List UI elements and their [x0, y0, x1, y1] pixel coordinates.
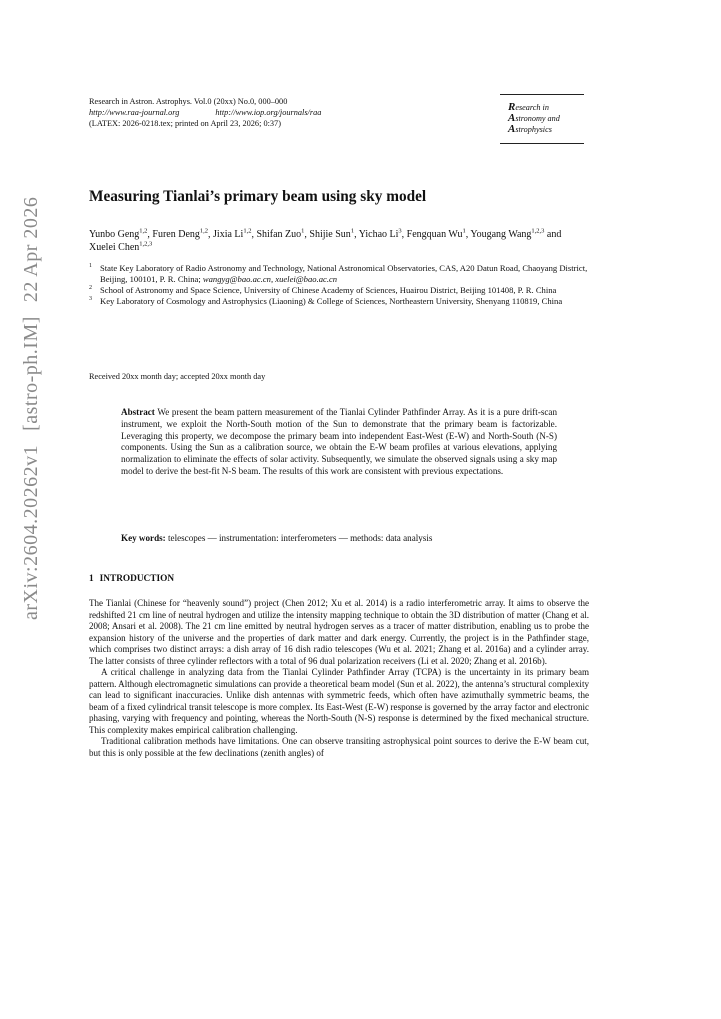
author-affiliation-mark: 1 — [350, 227, 355, 235]
keywords-text: telescopes — instrumentation: interferometers — methods: data analysis — [168, 533, 433, 543]
author-affiliation-mark: 3 — [398, 227, 402, 235]
keywords — [121, 533, 432, 543]
paragraph: The Tianlai (Chinese for “heavenly sound”) project (Chen 2012; Xu et al. 2014) is a radio interferometric array. It aims to observe the redshifted 21 cm line of neutral hydrogen and utilize the intensity mapping technique to obtain the 3D distribution of matter (Chang et al. 2008; Ansari et al. 2008). The 21 cm line emitted by neutral hydrogen serves as a tracer of matter distribution, enabling us to probe the expansion history of the universe and the properties of dark matter and dark energy. Currently, the project is in the Pathfinder stage, which comprises two distinct arrays: a dish array of 16 dish radio telescopes (Wu et al. 2021; Zhang et al. 2016a) and a cylinder array. The latter consists of three cylinder reflectors with a total of 96 dual polarization receivers (Li et al. 2020; Zhang et al. 2016b). — [89, 598, 589, 666]
author-separator: , — [304, 229, 310, 240]
affiliation — [89, 263, 589, 285]
affiliation-number: 1 — [89, 263, 92, 269]
email-link[interactable]: wangyg@bao.ac.cn, xuelei@bao.ac.cn — [202, 274, 338, 284]
author-affiliation-mark: 1,2 — [139, 227, 148, 235]
affiliation-text: Key Laboratory of Cosmology and Astrophysics (Liaoning) & College of Sciences, Northeastern University, Shenyang 110819, China — [100, 296, 563, 306]
raa-url-link[interactable]: http://www.raa-journal.org — [89, 108, 180, 118]
logo-r-rest: esearch in — [515, 103, 549, 112]
section-title: INTRODUCTION — [99, 574, 175, 584]
author-name: Furen Deng — [152, 229, 200, 240]
author-name: Shifan Zuo — [256, 229, 302, 240]
author-affiliation-mark: 1 — [462, 227, 466, 235]
logo-a1: A — [508, 112, 516, 124]
affiliation — [89, 296, 589, 307]
author-separator: , — [401, 229, 407, 240]
logo-a2: A — [508, 123, 516, 135]
affiliation-number: 2 — [89, 285, 92, 291]
author-name: Jixia Li — [213, 229, 244, 240]
paper-title: Measuring Tianlai’s primary beam using sky model — [89, 188, 427, 205]
affiliation-list — [89, 263, 589, 307]
section-heading — [89, 574, 174, 584]
author-separator: and — [544, 229, 562, 240]
keywords-label: Key words: — [121, 533, 166, 543]
logo-a1-rest: stronomy and — [515, 114, 560, 123]
author-separator: , — [147, 229, 153, 240]
affiliation-text: State Key Laboratory of Radio Astronomy and Technology, National Astronomical Observatories, CAS, A20 Datun Road, Chaoyang District, Beijing, 100101, P. R. China; — [100, 263, 588, 284]
author-name: Shijie Sun — [309, 229, 351, 240]
arxiv-stamp — [20, 197, 43, 620]
author-affiliation-mark: 1 — [301, 227, 305, 235]
affiliation-number: 3 — [89, 296, 92, 302]
affiliation — [89, 285, 589, 296]
arxiv-date: 22 Apr 2026 — [20, 196, 42, 303]
arxiv-id: arXiv:2604.20262v1 — [20, 444, 42, 620]
author-affiliation-mark: 1,2 — [199, 227, 209, 235]
author-name: Yunbo Geng — [89, 229, 140, 240]
author-separator: , — [208, 229, 214, 240]
journal-header — [89, 96, 321, 130]
intro-body — [89, 598, 589, 759]
abstract — [121, 407, 557, 478]
received-line: Received 20xx month day; accepted 20xx month day — [89, 372, 266, 381]
author-separator: , — [354, 229, 359, 240]
author-name: Fengquan Wu — [406, 229, 463, 240]
author-name: Xuelei Chen — [89, 241, 140, 253]
latex-line: (LATEX: 2026-0218.tex; printed on April 23, 2026; 0:37) — [89, 119, 281, 129]
journal-line: Research in Astron. Astrophys. Vol.0 (20xx) No.0, 000–000 — [89, 97, 288, 106]
journal-logo-box — [500, 94, 584, 144]
abstract-label: Abstract — [121, 407, 155, 417]
author-affiliation-mark: 1,2 — [243, 227, 252, 235]
paragraph: Traditional calibration methods have limitations. One can observe transiting astrophysical point sources to derive the E-W beam cut, but this is only possible at the few declinations (zenith angles) of — [89, 736, 589, 758]
author-list — [89, 229, 589, 254]
logo-r: R — [508, 101, 516, 113]
author-affiliation-mark: 1,2,3 — [531, 227, 545, 235]
author-name: Yichao Li — [358, 229, 399, 240]
affiliation-text: School of Astronomy and Space Science, University of Chinese Academy of Sciences, Huairou District, Beijing 101408, P. R. China — [100, 285, 557, 295]
logo-a2-rest: strophysics — [515, 125, 552, 134]
abstract-text: We present the beam pattern measurement of the Tianlai Cylinder Pathfinder Array. As it is a pure drift-scan instrument, we exploit the North-South motion of the Sun to demonstrate that the primary beam is factorizable. Leveraging this property, we decompose the primary beam into independent East-West (E-W) and North-South (N-S) components. Using the Sun as a calibration source, we obtain the E-W beam profiles at various elevations, applying normalization to eliminate the effects of solar activity. Subsequently, we simulate the observed signals using a sky map model to derive the best-fit N-S beam. The results of this work are consistent with previous expectations. — [121, 407, 558, 476]
author-name: Yougang Wang — [470, 229, 532, 240]
section-number: 1 — [89, 574, 94, 584]
paragraph: A critical challenge in analyzing data from the Tianlai Cylinder Pathfinder Array (TCPA) is the uncertainty in its primary beam pattern. Although electromagnetic simulations can provide a theoretical beam model (Sun et al. 2022), the antenna’s structural complexity can lead to significant inaccuracies. Unlike dish antennas with symmetric feeds, which often have azimuthally symmetric beams, the beam of a fixed cylindrical transit telescope is more complex. Its East-West (E-W) response is governed by the array factor and electronic phasing, varying with frequency and pointing, whereas the North-South (N-S) response is determined by the fixed mechanical structure. This complexity makes empirical calibration challenging. — [89, 667, 589, 735]
author-affiliation-mark: 1,2,3 — [139, 240, 153, 248]
arxiv-category: [astro-ph.IM] — [20, 316, 42, 431]
iop-url-link[interactable]: http://www.iop.org/journals/raa — [215, 108, 322, 118]
author-separator: , — [251, 229, 257, 240]
author-separator: , — [465, 229, 471, 240]
